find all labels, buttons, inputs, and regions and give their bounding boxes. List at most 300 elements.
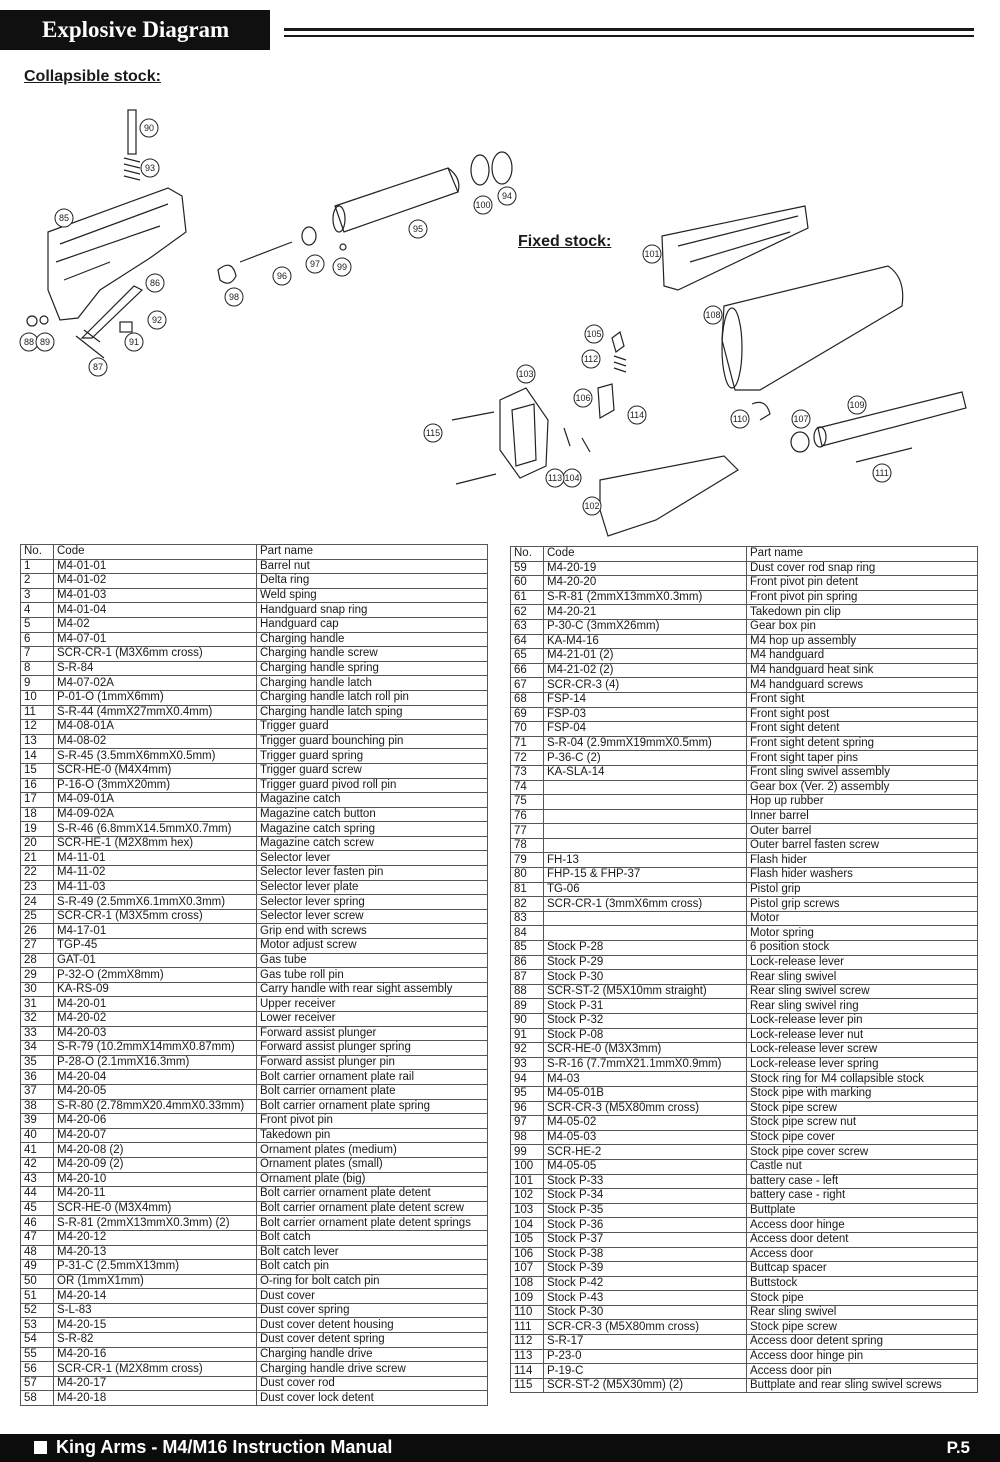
table-row [511,1072,978,1087]
cell-code: SCR-CR-1 (M2X8mm cross) [54,1362,257,1377]
table-row [511,970,978,985]
cell-code: M4-20-09 (2) [54,1157,257,1172]
cell-no: 45 [21,1201,54,1216]
callout-110 [731,410,749,428]
table-row [511,634,978,649]
cell-code: S-R-04 (2.9mmX19mmX0.5mm) [544,736,747,751]
cell-code: M4-05-05 [544,1159,747,1174]
cell-part-name: Outer barrel fasten screw [747,838,978,853]
table-row [21,1289,488,1304]
table-row [511,619,978,634]
cell-part-name: Outer barrel [747,824,978,839]
cell-code: M4-05-01B [544,1086,747,1101]
cell-part-name: Charging handle [257,632,488,647]
cell-code: M4-20-20 [544,576,747,591]
cell-code: Stock P-30 [544,970,747,985]
cell-code: M4-09-01A [54,793,257,808]
table-row [21,997,488,1012]
table-row [511,1130,978,1145]
cell-part-name: Dust cover detent spring [257,1333,488,1348]
table-row [511,1159,978,1174]
cell-no: 6 [21,632,54,647]
callout-109 [848,396,866,414]
cell-part-name: Lower receiver [257,1012,488,1027]
callout-108 [704,306,722,324]
callout-92 [148,311,166,329]
cell-part-name: Grip end with screws [257,924,488,939]
cell-code: P-19-C [544,1364,747,1379]
svg-text:101: 101 [644,249,660,259]
table-row [511,955,978,970]
table-row [21,1245,488,1260]
cell-part-name: Access door hinge pin [747,1349,978,1364]
table-row [21,1347,488,1362]
cell-code: SCR-ST-2 (M5X30mm) (2) [544,1378,747,1393]
cell-no: 99 [511,1145,544,1160]
cell-part-name: Stock pipe screw nut [747,1116,978,1131]
cell-no: 30 [21,982,54,997]
cell-part-name: Ornament plate (big) [257,1172,488,1187]
table-row [21,705,488,720]
cell-code: SCR-HE-0 (M3X4mm) [54,1201,257,1216]
cell-no: 41 [21,1143,54,1158]
cell-no: 76 [511,809,544,824]
table-row [21,603,488,618]
cell-no: 59 [511,561,544,576]
cell-code: M4-08-01A [54,720,257,735]
cell-no: 113 [511,1349,544,1364]
callout-112 [582,350,600,368]
cell-code: M4-20-07 [54,1128,257,1143]
table-row [511,1276,978,1291]
header-no: No. [21,545,54,560]
cell-no: 85 [511,941,544,956]
table-row [511,1043,978,1058]
cell-part-name: Takedown pin clip [747,605,978,620]
table-row [511,692,978,707]
cell-part-name: Inner barrel [747,809,978,824]
cell-part-name: Front pivot pin detent [747,576,978,591]
cell-no: 83 [511,911,544,926]
cell-no: 56 [21,1362,54,1377]
table-row [21,749,488,764]
cell-part-name: O-ring for bolt catch pin [257,1274,488,1289]
part-battery-case-right [600,456,738,536]
cell-code: SCR-CR-1 (M3X5mm cross) [54,909,257,924]
cell-code: M4-20-12 [54,1230,257,1245]
cell-code: M4-11-03 [54,880,257,895]
cell-part-name: Lock-release lever nut [747,1028,978,1043]
cell-no: 112 [511,1335,544,1350]
cell-code: KA-M4-16 [544,634,747,649]
cell-code: P-01-O (1mmX6mm) [54,690,257,705]
callout-94 [498,187,516,205]
cell-part-name: Motor spring [747,926,978,941]
svg-text:112: 112 [583,354,599,364]
footer-title: King Arms - M4/M16 Instruction Manual [56,1437,393,1457]
callout-102 [583,497,601,515]
table-row [511,590,978,605]
svg-text:100: 100 [475,200,491,210]
cell-code [544,926,747,941]
cell-code: S-R-16 (7.7mmX21.1mmX0.9mm) [544,1057,747,1072]
cell-no: 93 [511,1057,544,1072]
cell-code: SCR-HE-0 (M3X3mm) [544,1043,747,1058]
cell-code: M4-20-02 [54,1012,257,1027]
cell-no: 26 [21,924,54,939]
table-row [511,1174,978,1189]
cell-no: 80 [511,868,544,883]
cell-part-name: Dust cover [257,1289,488,1304]
header-rule-bottom [284,35,974,37]
cell-code: M4-11-02 [54,866,257,881]
cell-part-name: Dust cover spring [257,1303,488,1318]
cell-part-name: Access door hinge [747,1218,978,1233]
cell-code: M4-01-04 [54,603,257,618]
callout-89 [36,333,54,351]
table-row [511,984,978,999]
cell-code: Stock P-42 [544,1276,747,1291]
cell-part-name: Front sight post [747,707,978,722]
table-row [21,939,488,954]
cell-part-name: Bolt carrier ornament plate spring [257,1099,488,1114]
cell-part-name: Hop up rubber [747,795,978,810]
table-row [21,1391,488,1406]
cell-code: M4-07-02A [54,676,257,691]
callout-95 [409,220,427,238]
cell-no: 86 [511,955,544,970]
part-stock-pipe [335,168,458,232]
cell-no: 84 [511,926,544,941]
table-row [21,1157,488,1172]
cell-code: M4-20-17 [54,1376,257,1391]
cell-code: M4-21-02 (2) [544,663,747,678]
table-row [21,1041,488,1056]
cell-part-name: Front sight detent spring [747,736,978,751]
cell-no: 27 [21,939,54,954]
svg-text:96: 96 [276,271,288,281]
table-row [21,822,488,837]
cell-no: 105 [511,1232,544,1247]
cell-code: M4-11-01 [54,851,257,866]
table-row [21,1070,488,1085]
svg-text:105: 105 [586,329,602,339]
table-row [21,574,488,589]
cell-no: 54 [21,1333,54,1348]
cell-code: SCR-CR-3 (M5X80mm cross) [544,1320,747,1335]
cell-part-name: Buttplate [747,1203,978,1218]
table-row [511,838,978,853]
cell-code: TGP-45 [54,939,257,954]
cell-code: FSP-03 [544,707,747,722]
cell-part-name: Flash hider [747,853,978,868]
cell-part-name: Bolt carrier ornament plate rail [257,1070,488,1085]
cell-no: 68 [511,692,544,707]
svg-text:111: 111 [875,468,889,478]
table-row [511,663,978,678]
cell-no: 108 [511,1276,544,1291]
callout-105 [585,325,603,343]
svg-text:95: 95 [412,224,424,234]
cell-code: M4-20-03 [54,1026,257,1041]
cell-no: 40 [21,1128,54,1143]
cell-code: Stock P-38 [544,1247,747,1262]
cell-part-name: Stock ring for M4 collapsible stock [747,1072,978,1087]
table-row [21,720,488,735]
svg-text:88: 88 [23,337,35,347]
cell-no: 9 [21,676,54,691]
cell-code [544,809,747,824]
part-stock-pipe-fixed [818,392,966,446]
cell-no: 18 [21,807,54,822]
exploded-diagram [0,100,1000,540]
callout-90 [140,119,158,137]
cell-code: Stock P-33 [544,1174,747,1189]
svg-text:85: 85 [58,213,70,223]
cell-part-name: Dust cover rod [257,1376,488,1391]
cell-no: 95 [511,1086,544,1101]
callout-115 [424,424,442,442]
cell-code: P-36-C (2) [544,751,747,766]
cell-no: 35 [21,1055,54,1070]
svg-text:89: 89 [39,337,51,347]
cell-no: 19 [21,822,54,837]
footer-square-icon [34,1441,47,1454]
cell-code: KA-RS-09 [54,982,257,997]
cell-part-name: Stock pipe with marking [747,1086,978,1101]
callout-93 [141,159,159,177]
cell-code [544,824,747,839]
table-row [511,941,978,956]
table-row [21,1143,488,1158]
callout-104 [563,469,581,487]
cell-part-name: Dust cover detent housing [257,1318,488,1333]
cell-no: 96 [511,1101,544,1116]
cell-code: SCR-CR-1 (3mmX6mm cross) [544,897,747,912]
cell-no: 71 [511,736,544,751]
cell-code: Stock P-30 [544,1305,747,1320]
table-row [21,953,488,968]
cell-code [544,911,747,926]
cell-code: M4-20-11 [54,1187,257,1202]
cell-part-name: Front sight taper pins [747,751,978,766]
table-row [511,882,978,897]
cell-code: M4-20-06 [54,1114,257,1129]
cell-code: M4-17-01 [54,924,257,939]
svg-text:91: 91 [128,337,140,347]
svg-text:97: 97 [309,259,321,269]
cell-no: 23 [21,880,54,895]
page-header [0,10,1000,50]
cell-part-name: Stock pipe cover screw [747,1145,978,1160]
svg-text:92: 92 [151,315,163,325]
cell-part-name: Charging handle latch roll pin [257,690,488,705]
cell-part-name: Motor [747,911,978,926]
svg-text:87: 87 [92,362,104,372]
cell-no: 92 [511,1043,544,1058]
cell-code: P-28-O (2.1mmX16.3mm) [54,1055,257,1070]
callout-101 [643,245,661,263]
part-lock-release-lever [82,286,142,338]
callout-85 [55,209,73,227]
cell-no: 14 [21,749,54,764]
svg-text:109: 109 [849,400,865,410]
cell-code: M4-20-18 [54,1391,257,1406]
header-part-name: Part name [257,545,488,560]
cell-no: 82 [511,897,544,912]
cell-part-name: M4 handguard screws [747,678,978,693]
cell-part-name: Gas tube [257,953,488,968]
table-header-row [511,547,978,562]
cell-part-name: Lock-release lever spring [747,1057,978,1072]
part-access-door [598,384,614,418]
table-row [21,793,488,808]
table-row [511,795,978,810]
table-row [511,1320,978,1335]
table-row [21,778,488,793]
table-row [511,751,978,766]
cell-no: 110 [511,1305,544,1320]
part-stock-pipe-screw [240,242,292,262]
cell-code: FH-13 [544,853,747,868]
page-number: P.5 [946,1438,970,1457]
cell-code: Stock P-31 [544,999,747,1014]
svg-text:104: 104 [564,473,580,483]
cell-code: S-R-81 (2mmX13mmX0.3mm) (2) [54,1216,257,1231]
cell-part-name: Magazine catch [257,793,488,808]
cell-part-name: Stock pipe [747,1291,978,1306]
cell-code: SCR-CR-3 (4) [544,678,747,693]
callout-111 [873,464,891,482]
table-row [511,1014,978,1029]
cell-code: S-R-46 (6.8mmX14.5mmX0.7mm) [54,822,257,837]
cell-part-name: Takedown pin [257,1128,488,1143]
cell-part-name: Motor adjust screw [257,939,488,954]
cell-code: S-R-17 [544,1335,747,1350]
cell-part-name: Rear sling swivel [747,1305,978,1320]
cell-code: Stock P-32 [544,1014,747,1029]
table-row [511,561,978,576]
cell-no: 52 [21,1303,54,1318]
cell-no: 64 [511,634,544,649]
table-row [21,1333,488,1348]
table-row [511,649,978,664]
cell-code: Stock P-39 [544,1262,747,1277]
cell-code: P-16-O (3mmX20mm) [54,778,257,793]
cell-code: M4-07-01 [54,632,257,647]
table-row [511,1335,978,1350]
callout-106 [574,389,592,407]
cell-part-name: Lock-release lever [747,955,978,970]
cell-code: S-R-81 (2mmX13mmX0.3mm) [544,590,747,605]
table-row [511,678,978,693]
cell-no: 79 [511,853,544,868]
svg-text:93: 93 [144,163,156,173]
cell-no: 46 [21,1216,54,1231]
cell-part-name: Flash hider washers [747,868,978,883]
cell-code: M4-03 [544,1072,747,1087]
table-row [511,765,978,780]
part-6-position-stock [48,188,186,320]
part-swivel-ring [27,316,37,326]
cell-no: 42 [21,1157,54,1172]
cell-code: S-R-45 (3.5mmX6mmX0.5mm) [54,749,257,764]
cell-part-name: Access door detent [747,1232,978,1247]
header-part-name: Part name [747,547,978,562]
table-row [21,1128,488,1143]
cell-part-name: Bolt carrier ornament plate detent screw [257,1201,488,1216]
cell-part-name: M4 handguard [747,649,978,664]
table-row [511,1364,978,1379]
cell-part-name: Buttplate and rear sling swivel screws [747,1378,978,1393]
cell-code: M4-20-15 [54,1318,257,1333]
cell-no: 66 [511,663,544,678]
table-header-row [21,545,488,560]
cell-part-name: Lock-release lever pin [747,1014,978,1029]
cell-no: 43 [21,1172,54,1187]
table-row [21,1318,488,1333]
cell-code: M4-20-08 (2) [54,1143,257,1158]
table-row [511,868,978,883]
cell-code: Stock P-08 [544,1028,747,1043]
cell-code: M4-20-13 [54,1245,257,1260]
cell-part-name: Forward assist plunger spring [257,1041,488,1056]
cell-code: S-R-82 [54,1333,257,1348]
callout-98 [225,288,243,306]
cell-part-name: Bolt catch pin [257,1260,488,1275]
svg-text:115: 115 [425,428,441,438]
table-row [511,780,978,795]
cell-code: S-R-80 (2.78mmX20.4mmX0.33mm) [54,1099,257,1114]
cell-part-name: Bolt catch [257,1230,488,1245]
cell-part-name: Trigger guard pivod roll pin [257,778,488,793]
callout-88 [20,333,38,351]
svg-text:108: 108 [705,310,721,320]
cell-code: Stock P-29 [544,955,747,970]
table-row [21,836,488,851]
cell-no: 33 [21,1026,54,1041]
cell-part-name: Bolt carrier ornament plate [257,1084,488,1099]
table-row [21,690,488,705]
cell-part-name: Stock pipe screw [747,1101,978,1116]
cell-part-name: Forward assist plunger pin [257,1055,488,1070]
cell-no: 91 [511,1028,544,1043]
table-row [21,1172,488,1187]
table-row [511,853,978,868]
callout-97 [306,255,324,273]
cell-part-name: Charging handle latch [257,676,488,691]
table-row [21,1099,488,1114]
cell-part-name: Gear box (Ver. 2) assembly [747,780,978,795]
cell-no: 100 [511,1159,544,1174]
svg-text:94: 94 [501,191,513,201]
cell-part-name: Stock pipe screw [747,1320,978,1335]
collapsible-stock-label: Collapsible stock: [24,68,161,85]
cell-part-name: Handguard snap ring [257,603,488,618]
cell-no: 69 [511,707,544,722]
cell-no: 32 [21,1012,54,1027]
cell-part-name: Charging handle latch sping [257,705,488,720]
cell-code: M4-08-02 [54,734,257,749]
table-row [21,982,488,997]
cell-part-name: Selector lever [257,851,488,866]
table-row [21,588,488,603]
cell-code: SCR-ST-2 (M5X10mm straight) [544,984,747,999]
cell-part-name: Lock-release lever screw [747,1043,978,1058]
table-row [21,1026,488,1041]
cell-no: 4 [21,603,54,618]
cell-code: Stock P-28 [544,941,747,956]
